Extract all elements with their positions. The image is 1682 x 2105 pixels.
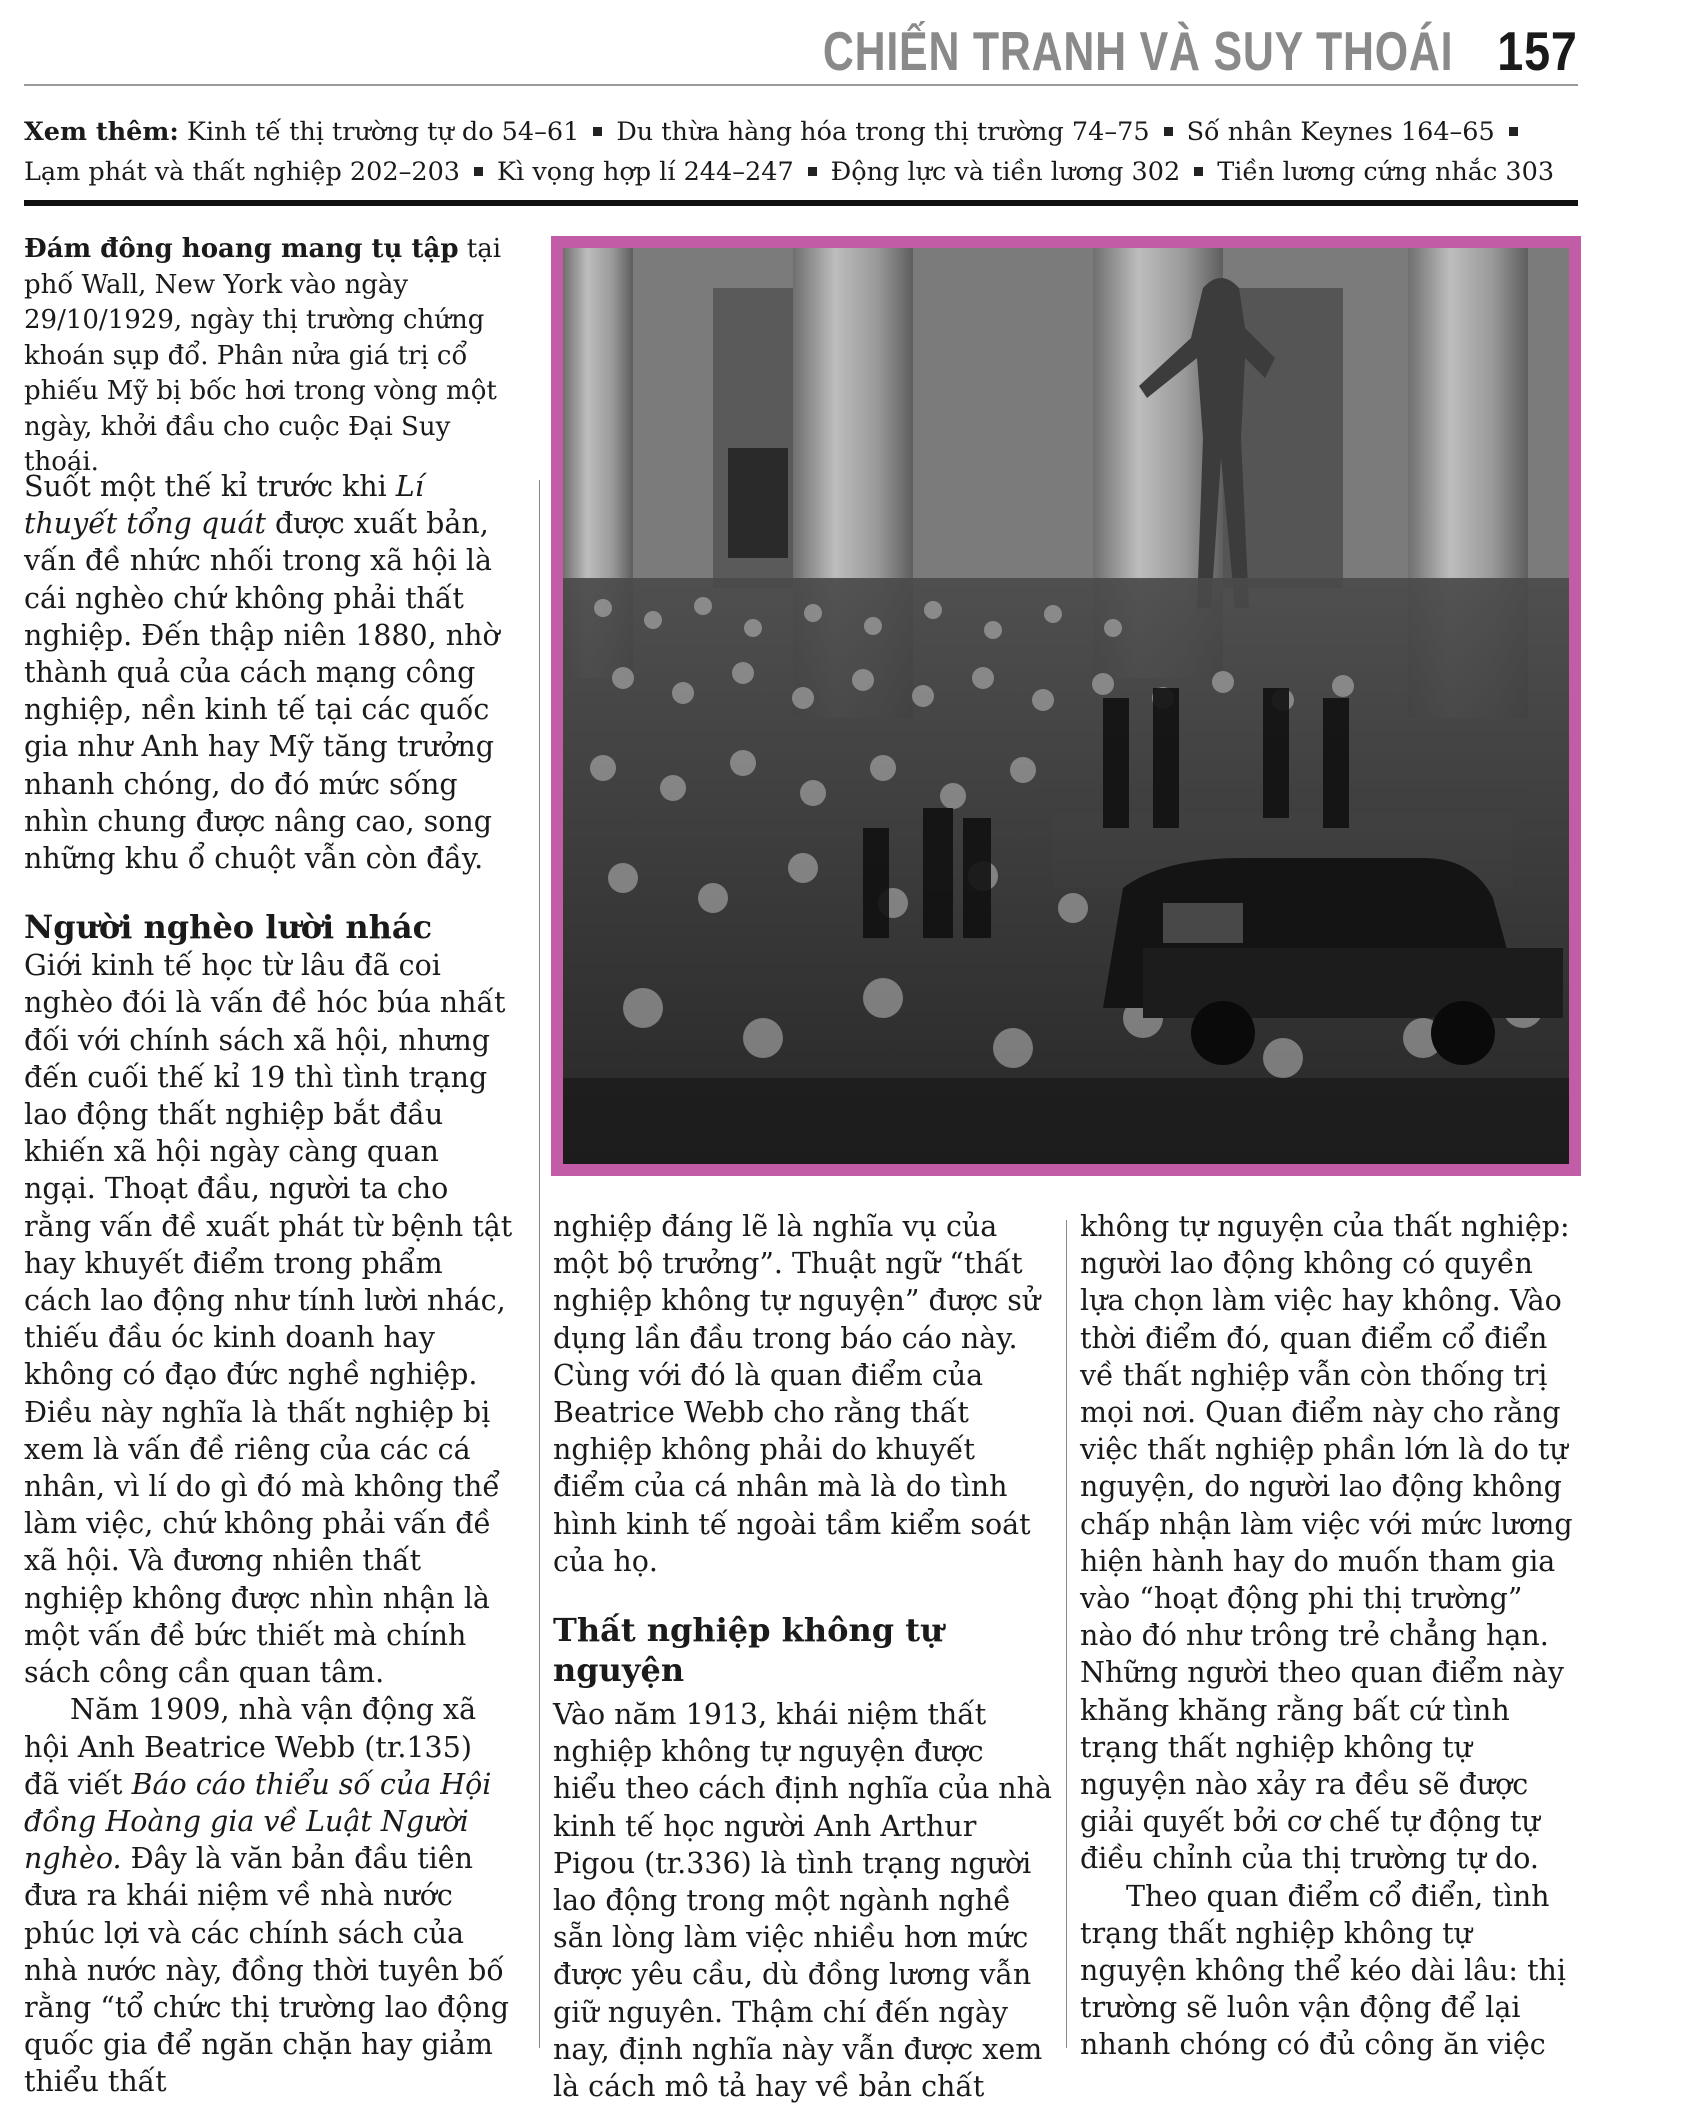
paragraph: Theo quan điểm cổ điển, tình trạng thất nghiệp không tự nguyện không thể kéo dài lâu: thị trường sẽ luôn vận động để lại nhanh chóng có đủ công ăn việc xyxy=(1080,1879,1566,2062)
page-number: 157 xyxy=(1497,20,1578,82)
square-bullet-icon xyxy=(474,167,483,176)
see-also-item: Tiền lương cứng nhắc 303 xyxy=(1217,157,1555,187)
text: được xuất bản, vấn đề nhức nhối trong xã hội là cái nghèo chứ không phải thất nghiệp. Đến thập niên 1880, nhờ thành quả của cách mạng công nghiệp, nền kinh tế tại các quốc gia như Anh hay Mỹ tăng trưởng nhanh chóng, do đó mức sống nhìn chung được nâng cao, song những khu ổ chuột vẫn còn đầy. xyxy=(24,507,500,876)
see-also-item: Lạm phát và thất nghiệp 202–203 xyxy=(24,157,461,187)
see-also-item: Du thừa hàng hóa trong thị trường 74–75 xyxy=(616,117,1150,147)
see-also-label: Xem thêm: xyxy=(24,117,179,147)
column-1 xyxy=(24,468,514,2101)
wall-street-crowd-photo xyxy=(551,236,1581,1176)
paragraph xyxy=(24,1691,514,2100)
column-rule xyxy=(1066,1220,1067,2048)
section-rule xyxy=(24,200,1578,206)
photo-caption xyxy=(24,232,522,481)
section-heading: Thất nghiệp không tự nguyện xyxy=(553,1611,944,1690)
square-bullet-icon xyxy=(1164,127,1173,136)
paragraph: Giới kinh tế học từ lâu đã coi nghèo đói là vấn đề hóc búa nhất đối với chính sách xã hội, nhưng đến cuối thế kỉ 19 thì tình trạng lao động thất nghiệp bắt đầu khiến xã hội ngày càng quan ngại. Thoạt đầu, người ta cho rằng vấn đề xuất phát từ bệnh tật hay khuyết điểm trong phẩm cách lao động như tính lười nhác, thiếu đầu óc kinh doanh hay không có đạo đức nghề nghiệp. Điều này nghĩa là thất nghiệp bị xem là vấn đề riêng của các cá nhân, vì lí do gì đó mà không thể làm việc, chứ không phải vấn đề xã hội. Và đương nhiên thất nghiệp không được nhìn nhận là một vấn đề bức thiết mà chính sách công cần quan tâm. xyxy=(24,949,513,1690)
square-bullet-icon xyxy=(1194,167,1203,176)
caption-lead: Đám đông hoang mang tụ tập xyxy=(24,234,459,264)
text: Năm 1909, nhà vận động xã hội Anh Beatrice Webb (tr.135) đã viết xyxy=(24,1693,477,1801)
see-also-item: Động lực và tiền lương 302 xyxy=(830,157,1181,187)
section-heading: Người nghèo lười nhác xyxy=(24,908,433,947)
header-rule xyxy=(24,84,1578,86)
report-title: Báo cáo thiểu số của Hội đồng Hoàng gia về Luật Người nghèo. xyxy=(24,1767,492,1876)
square-bullet-icon xyxy=(808,167,817,176)
see-also-item: Kì vọng hợp lí 244–247 xyxy=(497,157,794,187)
column-rule xyxy=(539,480,540,2048)
photo-illustration xyxy=(563,248,1569,1164)
column-2 xyxy=(553,1208,1053,2105)
chapter-title: CHIẾN TRANH VÀ SUY THOÁI xyxy=(822,20,1454,82)
text: Đây là văn bản đầu tiên đưa ra khái niệm về nhà nước phúc lợi và các chính sách của nhà nước này, đồng thời tuyên bố rằng “tổ chức thị trường lao động quốc gia để ngăn chặn hay giảm thiểu thất xyxy=(24,1842,510,2099)
square-bullet-icon xyxy=(1509,127,1518,136)
see-also-item: Kinh tế thị trường tự do 54–61 xyxy=(186,117,580,147)
book-title: Lí thuyết tổng quát xyxy=(24,470,424,541)
see-also-item: Số nhân Keynes 164–65 xyxy=(1186,117,1495,147)
paragraph: nghiệp đáng lẽ là nghĩa vụ của một bộ trưởng”. Thuật ngữ “thất nghiệp không tự nguyện” được sử dụng lần đầu trong báo cáo này. Cùng với đó là quan điểm của Beatrice Webb cho rằng thất nghiệp không phải do khuyết điểm của cá nhân mà là do tình hình kinh tế ngoài tầm kiểm soát của họ. xyxy=(553,1210,1041,1578)
caption-text: tại phố Wall, New York vào ngày 29/10/1929, ngày thị trường chứng khoán sụp đổ. Phân nửa giá trị cổ phiếu Mỹ bị bốc hơi trong vòng một ngày, khởi đầu cho cuộc Đại Suy thoái. xyxy=(24,234,502,477)
square-bullet-icon xyxy=(593,127,602,136)
column-3 xyxy=(1080,1208,1578,2064)
paragraph: không tự nguyện của thất nghiệp: người lao động không có quyền lựa chọn làm việc hay không. Vào thời điểm đó, quan điểm cổ điển về thất nghiệp vẫn còn thống trị mọi nơi. Quan điểm này cho rằng việc thất nghiệp phần lớn là do tự nguyện, do người lao động không chấp nhận làm việc với mức lương hiện hành hay do muốn tham gia vào “hoạt động phi thị trường” nào đó như trông trẻ chẳng hạn. Những người theo quan điểm này khăng khăng rằng bất cứ tình trạng thất nghiệp không tự nguyện nào xảy ra đều sẽ được giải quyết bởi cơ chế tự động tự điều chỉnh của thị trường tự do. xyxy=(1080,1210,1573,1876)
paragraph: Vào năm 1913, khái niệm thất nghiệp không tự nguyện được hiểu theo cách định nghĩa của nhà kinh tế học người Anh Arthur Pigou (tr.336) là tình trạng người lao động trong một ngành nghề sẵn lòng làm việc nhiều hơn mức được yêu cầu, dù đồng lương vẫn giữ nguyên. Thậm chí đến ngày nay, định nghĩa này vẫn được xem là cách mô tả hay về bản chất xyxy=(553,1698,1052,2104)
see-also xyxy=(24,112,1584,192)
paragraph xyxy=(24,468,514,877)
running-header xyxy=(645,18,1578,84)
text: Suốt một thế kỉ trước khi xyxy=(24,470,396,503)
